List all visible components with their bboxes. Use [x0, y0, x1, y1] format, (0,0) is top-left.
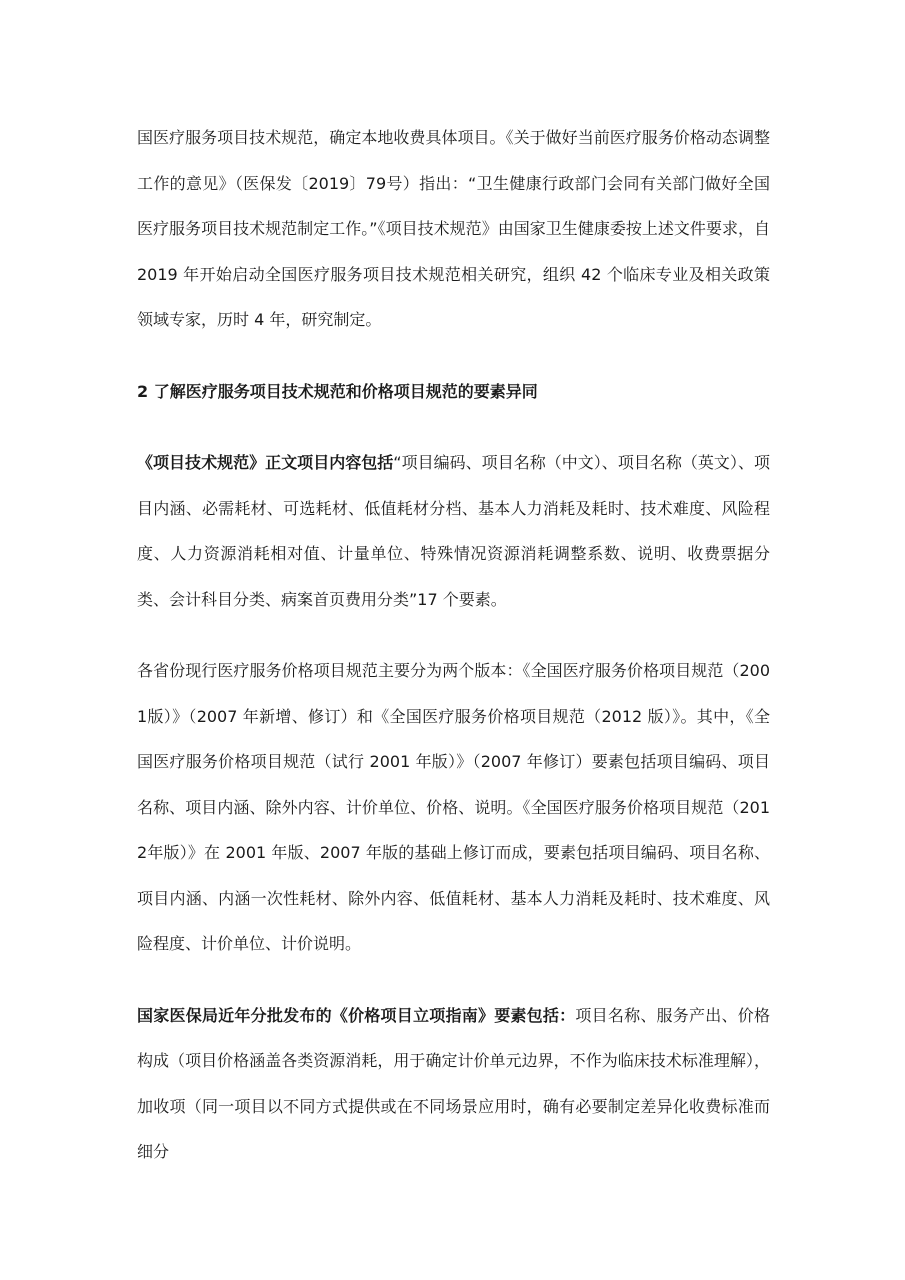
paragraph-4-text: 项目名称、服务产出、价格构成（项目价格涵盖各类资源消耗，用于确定计价单元边界，不作为临床技术标准理解），加收项（同一项目以不同方式提供或在不同场景应用时，确有必要制定差异化收费标准而细分 — [137, 1005, 770, 1161]
paragraph-3: 各省份现行医疗服务价格项目规范主要分为两个版本：《全国医疗服务价格项目规范（2001版）》（2007 年新增、修订）和《全国医疗服务价格项目规范（2012 版）》。其中，《全国医疗服务价格项目规范（试行 2001 年版）》（2007 年修订）要素包括项目编码、项目名称、项目内涵、除外内容、计价单位、价格、说明。《全国医疗服务价格项目规范（2012年版）》在 2001 年版、2007 年版的基础上修订而成，要素包括项目编码、项目名称、项目内涵、内涵一次性耗材、除外内容、低值耗材、基本人力消耗及耗时、技术难度、风险程度、计价单位、计价说明。 — [137, 661, 770, 953]
paragraph-2-text: “项目编码、项目名称（中文）、项目名称（英文）、项目内涵、必需耗材、可选耗材、低值耗材分档、基本人力消耗及耗时、技术难度、风险程度、人力资源消耗相对值、计量单位、特殊情况资源消耗调整系数、说明、收费票据分类、会计科目分类、病案首页费用分类”17 个要素。 — [137, 453, 770, 609]
document-body — [137, 115, 770, 1175]
section-heading: 2 了解医疗服务项目技术规范和价格项目规范的要素异同 — [137, 381, 538, 401]
paragraph-4-bold-lead: 国家医保局近年分批发布的《价格项目立项指南》要素包括： — [137, 1005, 576, 1025]
paragraph-2-bold-lead: 《项目技术规范》正文项目内容包括 — [137, 453, 394, 472]
paragraph-4 — [137, 993, 770, 1175]
paragraph-2 — [137, 440, 770, 622]
paragraph-1: 国医疗服务项目技术规范，确定本地收费具体项目。《关于做好当前医疗服务价格动态调整工作的意见》（医保发〔2019〕79号）指出：“卫生健康行政部门会同有关部门做好全国医疗服务项目技术规范制定工作。”《项目技术规范》由国家卫生健康委按上述文件要求，自 2019 年开始启动全国医疗服务项目技术规范相关研究，组织 42 个临床专业及相关政策领域专家，历时 4 年，研究制定。 — [137, 128, 770, 329]
